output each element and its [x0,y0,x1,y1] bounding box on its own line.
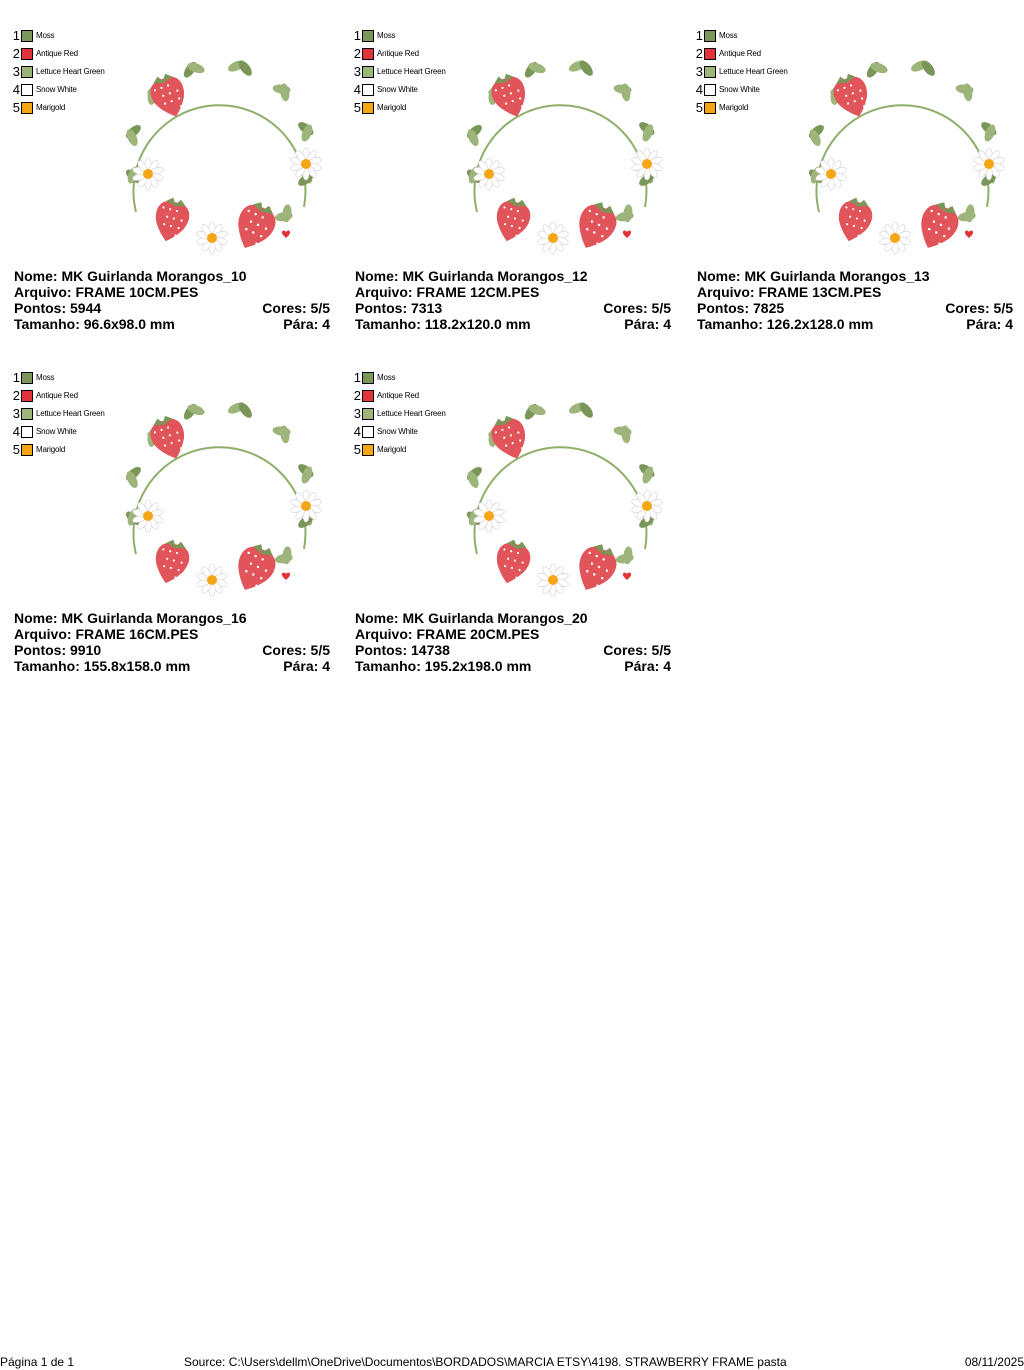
color-swatch [21,390,33,402]
color-count: Cores: 5/5 [603,300,671,316]
stitch-count: Pontos: 9910 [14,642,102,658]
palette-number: 5 [12,442,20,457]
palette-color-name: Moss [36,31,55,40]
size-row [355,658,671,674]
palette-number: 1 [695,28,703,43]
design-size: Tamanho: 118.2x120.0 mm [355,316,531,332]
palette-number: 3 [695,64,703,79]
palette-number: 1 [12,370,20,385]
palette-color-name: Antique Red [36,391,78,400]
palette-color-name: Snow White [36,85,77,94]
color-swatch [362,372,374,384]
stitch-count: Pontos: 7313 [355,300,443,316]
design-name: Nome: MK Guirlanda Morangos_13 [697,268,930,284]
design-name: Nome: MK Guirlanda Morangos_16 [14,610,247,626]
size-row [14,658,330,674]
design-file: Arquivo: FRAME 12CM.PES [355,284,540,300]
color-swatch [21,372,33,384]
design-card [347,360,671,680]
palette-number: 2 [12,388,20,403]
color-swatch [21,408,33,420]
design-file: Arquivo: FRAME 16CM.PES [14,626,199,642]
print-date: 08/11/2025 [964,1355,1024,1369]
design-name: Nome: MK Guirlanda Morangos_20 [355,610,588,626]
page-number: Página 1 de 1 [0,1355,75,1369]
palette-number: 5 [353,442,361,457]
palette-color-name: Marigold [36,103,66,112]
design-size: Tamanho: 96.6x98.0 mm [14,316,175,332]
color-count: Cores: 5/5 [262,300,330,316]
design-card [689,18,1013,338]
stitch-count: Pontos: 14738 [355,642,450,658]
strawberry-wreath-preview [110,42,330,262]
source-path: Source: C:\Users\dellm\OneDrive\Documentos\BORDADOS\MARCIA ETSY\4198. STRAWBERRY FRAME pasta [184,1355,787,1369]
palette-number: 2 [12,46,20,61]
color-swatch [362,30,374,42]
palette-number: 5 [695,100,703,115]
palette-color-name: Antique Red [377,49,419,58]
design-card [6,18,330,338]
palette-number: 5 [353,100,361,115]
color-swatch [704,84,716,96]
palette-color-name: Snow White [36,427,77,436]
stitch-row [355,642,671,658]
palette-number: 1 [353,28,361,43]
strawberry-wreath-preview [110,384,330,604]
palette-number: 4 [695,82,703,97]
color-swatch [362,390,374,402]
palette-color-name: Antique Red [36,49,78,58]
stitch-row [697,300,1013,316]
stitch-count: Pontos: 5944 [14,300,102,316]
design-name: Nome: MK Guirlanda Morangos_12 [355,268,588,284]
stitch-row [14,300,330,316]
design-size: Tamanho: 126.2x128.0 mm [697,316,874,332]
design-size: Tamanho: 195.2x198.0 mm [355,658,532,674]
color-swatch [704,48,716,60]
color-swatch [21,30,33,42]
color-swatch [21,48,33,60]
stop-count: Pára: 4 [966,316,1013,332]
color-swatch [362,426,374,438]
design-card [6,360,330,680]
color-swatch [362,102,374,114]
color-count: Cores: 5/5 [603,642,671,658]
color-swatch [704,66,716,78]
color-swatch [362,66,374,78]
palette-color-name: Lettuce Heart Green [36,409,105,418]
size-row [355,316,671,332]
palette-number: 4 [12,424,20,439]
palette-color-name: Marigold [719,103,749,112]
design-info [14,610,330,674]
strawberry-wreath-preview [793,42,1013,262]
palette-number: 1 [12,28,20,43]
palette-number: 2 [353,46,361,61]
design-name: Nome: MK Guirlanda Morangos_10 [14,268,247,284]
palette-color-name: Moss [36,373,55,382]
design-info [14,268,330,332]
palette-color-name: Snow White [377,427,418,436]
strawberry-wreath-preview [451,384,671,604]
color-swatch [362,408,374,420]
color-swatch [362,444,374,456]
stitch-row [14,642,330,658]
stop-count: Pára: 4 [283,658,330,674]
strawberry-wreath-preview [451,42,671,262]
color-count: Cores: 5/5 [945,300,1013,316]
palette-color-name: Moss [719,31,738,40]
design-file: Arquivo: FRAME 20CM.PES [355,626,540,642]
palette-color-name: Antique Red [377,391,419,400]
palette-number: 3 [12,406,20,421]
design-size: Tamanho: 155.8x158.0 mm [14,658,191,674]
palette-color-name: Marigold [377,103,407,112]
stop-count: Pára: 4 [624,316,671,332]
size-row [697,316,1013,332]
stop-count: Pára: 4 [624,658,671,674]
palette-number: 3 [12,64,20,79]
palette-color-name: Snow White [719,85,760,94]
palette-number: 4 [12,82,20,97]
color-swatch [21,66,33,78]
color-swatch [21,426,33,438]
palette-number: 3 [353,64,361,79]
palette-number: 4 [353,82,361,97]
palette-color-name: Marigold [36,445,66,454]
palette-color-name: Lettuce Heart Green [36,67,105,76]
palette-number: 4 [353,424,361,439]
color-swatch [21,84,33,96]
color-swatch [362,84,374,96]
palette-color-name: Lettuce Heart Green [719,67,788,76]
palette-number: 5 [12,100,20,115]
color-swatch [21,444,33,456]
color-swatch [362,48,374,60]
palette-color-name: Snow White [377,85,418,94]
palette-color-name: Marigold [377,445,407,454]
stitch-count: Pontos: 7825 [697,300,785,316]
design-file: Arquivo: FRAME 13CM.PES [697,284,882,300]
design-info [355,268,671,332]
color-swatch [704,30,716,42]
stitch-row [355,300,671,316]
palette-number: 1 [353,370,361,385]
palette-number: 3 [353,406,361,421]
palette-color-name: Antique Red [719,49,761,58]
palette-number: 2 [695,46,703,61]
design-card [347,18,671,338]
design-file: Arquivo: FRAME 10CM.PES [14,284,199,300]
palette-color-name: Lettuce Heart Green [377,409,446,418]
palette-number: 2 [353,388,361,403]
color-swatch [21,102,33,114]
size-row [14,316,330,332]
palette-color-name: Moss [377,373,396,382]
color-count: Cores: 5/5 [262,642,330,658]
design-info [355,610,671,674]
palette-color-name: Lettuce Heart Green [377,67,446,76]
palette-color-name: Moss [377,31,396,40]
design-info [697,268,1013,332]
color-swatch [704,102,716,114]
stop-count: Pára: 4 [283,316,330,332]
